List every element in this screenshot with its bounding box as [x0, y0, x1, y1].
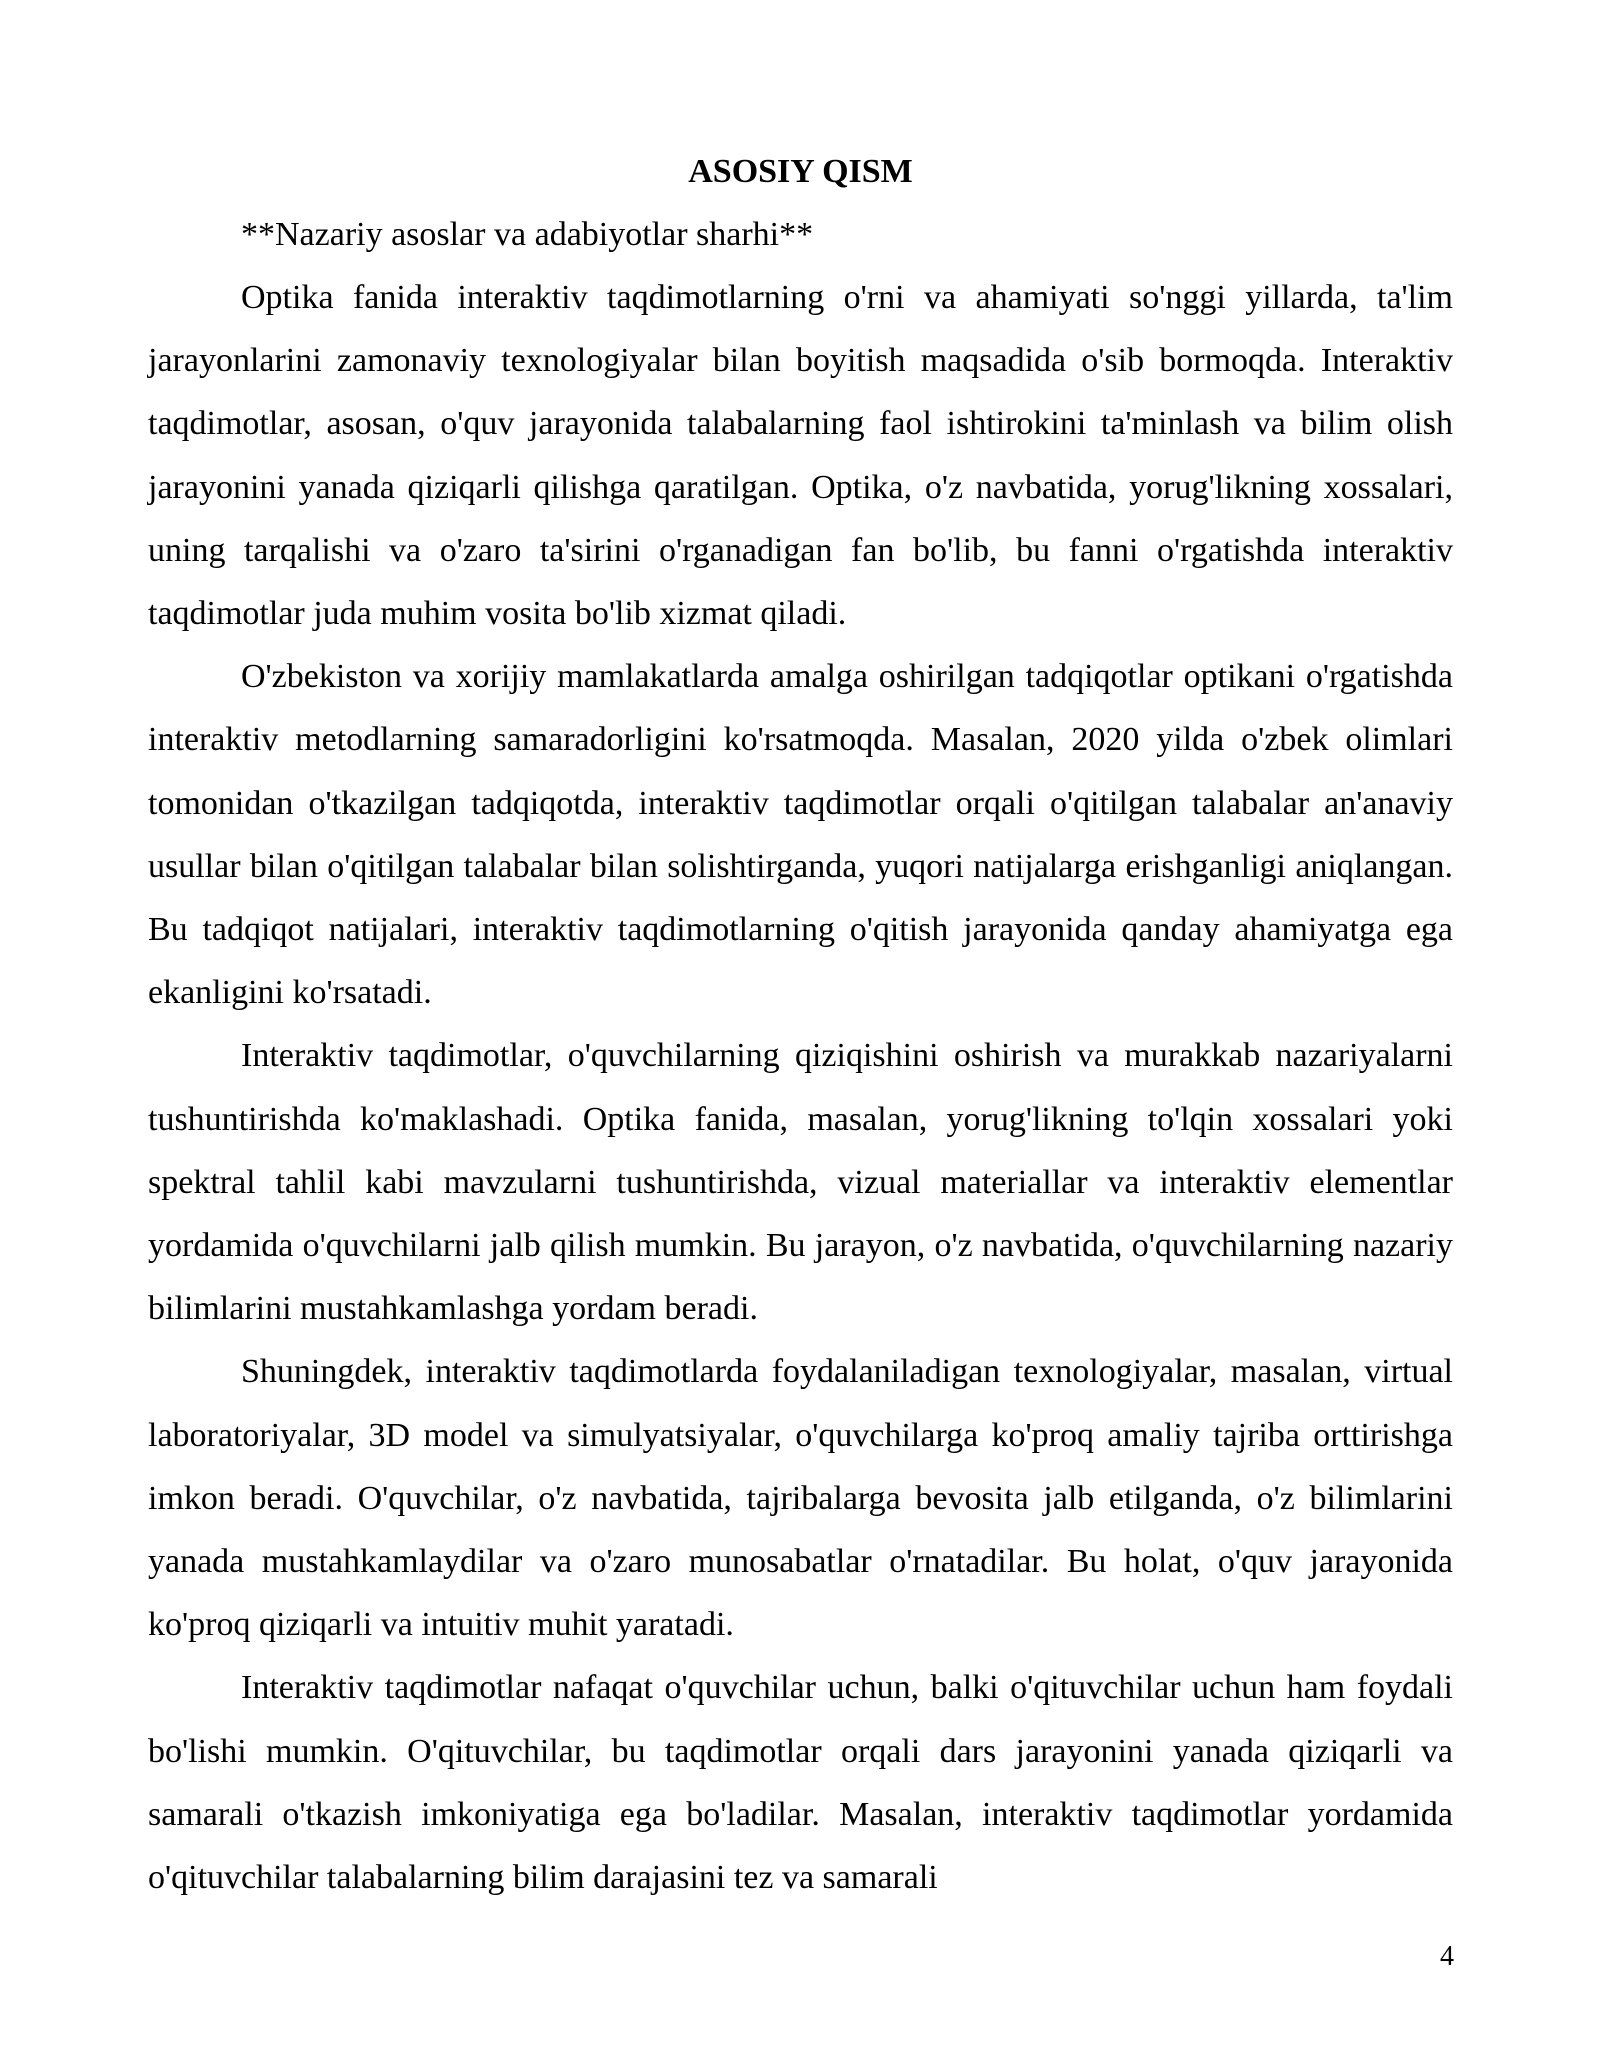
page-number: 4	[1440, 1941, 1454, 1972]
section-heading: ASOSIY QISM	[688, 153, 913, 190]
paragraph-1: Optika fanida interaktiv taqdimotlarning o'rni va ahamiyati so'nggi yillarda, ta'lim jarayonlarini zamonaviy texnologiyalar bilan boyitish maqsadida o'sib bormoqda. Interaktiv taqdimotlar, asosan, o'quv jarayonida talabalarning faol ishtirokini ta'minlash va bilim olish jarayonini yanada qiziqarli qilishga qaratilgan. Optika, o'z navbatida, yorug'likning xossalari, uning tarqalishi va o'zaro ta'sirini o'rganadigan fan bo'lib, bu fanni o'rgatishda interaktiv taqdimotlar juda muhim vosita bo'lib xizmat qiladi.	[148, 279, 1453, 633]
paragraph-2: O'zbekiston va xorijiy mamlakatlarda amalga oshirilgan tadqiqotlar optikani o'rgatishda interaktiv metodlarning samaradorligini ko'rsatmoqda. Masalan, 2020 yilda o'zbek olimlari tomonidan o'tkazilgan tadqiqotda, interaktiv taqdimotlar orqali o'qitilgan talabalar an'anaviy usullar bilan o'qitilgan talabalar bilan solishtirganda, yuqori natijalarga erishganligi aniqlangan. Bu tadqiqot natijalari, interaktiv taqdimotlarning o'qitish jarayonida qanday ahamiyatga ega ekanligini ko'rsatadi.	[148, 658, 1453, 1012]
section-subheading: **Nazariy asoslar va adabiyotlar sharhi**	[241, 216, 814, 253]
paragraph-3: Interaktiv taqdimotlar, o'quvchilarning qiziqishini oshirish va murakkab nazariyalarni tushuntirishda ko'maklashadi. Optika fanida, masalan, yorug'likning to'lqin xossalari yoki spektral tahlil kabi mavzularni tushuntirishda, vizual materiallar va interaktiv elementlar yordamida o'quvchilarni jalb qilish mumkin. Bu jarayon, o'z navbatida, o'quvchilarning nazariy bilimlarini mustahkamlashga yordam beradi.	[148, 1037, 1453, 1328]
paragraph-4: Shuningdek, interaktiv taqdimotlarda foydalaniladigan texnologiyalar, masalan, virtual laboratoriyalar, 3D model va simulyatsiyalar, o'quvchilarga ko'proq amaliy tajriba orttirishga imkon beradi. O'quvchilar, o'z navbatida, tajribalarga bevosita jalb etilganda, o'z bilimlarini yanada mustahkamlaydilar va o'zaro munosabatlar o'rnatadilar. Bu holat, o'quv jarayonida ko'proq qiziqarli va intuitiv muhit yaratadi.	[148, 1353, 1453, 1644]
paragraph-5: Interaktiv taqdimotlar nafaqat o'quvchilar uchun, balki o'qituvchilar uchun ham foydali bo'lishi mumkin. O'qituvchilar, bu taqdimotlar orqali dars jarayonini yanada qiziqarli va samarali o'tkazish imkoniyatiga ega bo'ladilar. Masalan, interaktiv taqdimotlar yordamida o'qituvchilar talabalarning bilim darajasini tez va samarali	[148, 1669, 1453, 1897]
page-content	[148, 140, 1453, 1909]
